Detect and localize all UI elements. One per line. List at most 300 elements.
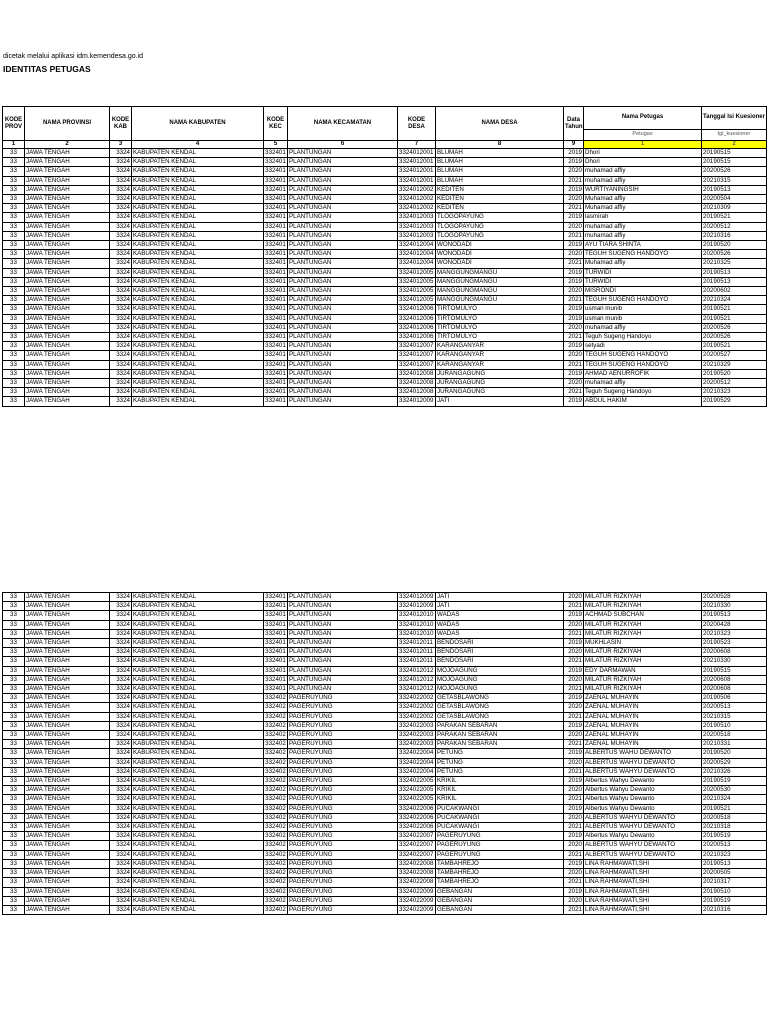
table-row <box>3 749 767 758</box>
table-cell: JAWA TENGAH <box>25 896 110 905</box>
table-cell: KABUPATEN KENDAL <box>132 360 264 369</box>
table-row <box>3 813 767 822</box>
column-number: 1 <box>3 141 25 149</box>
table-cell: KABUPATEN KENDAL <box>132 620 264 629</box>
table-cell: 3324022009 <box>398 896 436 905</box>
table-cell: 3324012002 <box>398 204 436 213</box>
table-cell: 33 <box>3 648 25 657</box>
table-cell: 2020 <box>564 813 584 822</box>
table-cell: BLUMAH <box>436 158 564 167</box>
table-cell: 3324 <box>110 905 132 914</box>
table-cell: 33 <box>3 629 25 638</box>
table-row <box>3 195 767 204</box>
table-cell: 3324012009 <box>398 602 436 611</box>
table-cell: 3324 <box>110 149 132 158</box>
table-cell: 3324012010 <box>398 611 436 620</box>
table-cell: JATI <box>436 397 564 406</box>
table-row <box>3 176 767 185</box>
table-cell: JAWA TENGAH <box>25 222 110 231</box>
table-cell: PLANTUNGAN <box>288 296 398 305</box>
table-cell: KABUPATEN KENDAL <box>132 767 264 776</box>
table-cell: 20190515 <box>702 666 767 675</box>
table-cell: PLANTUNGAN <box>288 685 398 694</box>
table-cell: PARAKAN SEBARAN <box>436 731 564 740</box>
table-cell: BLUMAH <box>436 149 564 158</box>
table-row <box>3 379 767 388</box>
table-cell: JAWA TENGAH <box>25 813 110 822</box>
table-cell: 3324022002 <box>398 703 436 712</box>
table-row <box>3 611 767 620</box>
table-cell: 33 <box>3 685 25 694</box>
table-cell: KRIKIL <box>436 786 564 795</box>
table-cell: PLANTUNGAN <box>288 241 398 250</box>
table-cell: MISRONDI <box>584 287 702 296</box>
table-cell: JAWA TENGAH <box>25 602 110 611</box>
table-cell: 3324 <box>110 611 132 620</box>
table-cell: 3324022002 <box>398 712 436 721</box>
column-number: 7 <box>398 141 436 149</box>
table-cell: 3324 <box>110 850 132 859</box>
table-cell: PLANTUNGAN <box>288 167 398 176</box>
table-row <box>3 712 767 721</box>
table-cell: KARANGANYAR <box>436 342 564 351</box>
table-cell: KABUPATEN KENDAL <box>132 841 264 850</box>
table-cell: 20200608 <box>702 685 767 694</box>
table-cell: 2020 <box>564 250 584 259</box>
table-cell: 2021 <box>564 712 584 721</box>
table-cell: 33 <box>3 287 25 296</box>
table-cell: 3324012005 <box>398 287 436 296</box>
table-cell: 33 <box>3 314 25 323</box>
table-cell: 2020 <box>564 703 584 712</box>
table-cell: PAGERUYUNG <box>288 721 398 730</box>
table-cell: JAWA TENGAH <box>25 620 110 629</box>
table-cell: ALBERTUS WAHYU DEWANTO <box>584 758 702 767</box>
table-cell: JAWA TENGAH <box>25 351 110 360</box>
table-cell: 20200529 <box>702 758 767 767</box>
table-cell: 2019 <box>564 158 584 167</box>
table-cell: 2020 <box>564 620 584 629</box>
table-cell: 33 <box>3 231 25 240</box>
table-row <box>3 823 767 832</box>
table-cell: 3324012004 <box>398 250 436 259</box>
table-cell: JATI <box>436 602 564 611</box>
table-cell: 332401 <box>265 241 286 249</box>
table-cell: KEDITEN <box>436 185 564 194</box>
table-cell: 20210316 <box>702 231 767 240</box>
table-cell: 3324 <box>110 213 132 222</box>
table-cell: 3324012011 <box>398 639 436 648</box>
table-cell: 20190513 <box>702 185 767 194</box>
table-cell: 3324 <box>110 749 132 758</box>
table-cell: 33 <box>3 749 25 758</box>
table-cell: 20200602 <box>702 287 767 296</box>
table-cell: JAWA TENGAH <box>25 804 110 813</box>
table-cell: LINA RAHMAWATI,SHI <box>584 859 702 868</box>
table-cell: 3324012012 <box>398 675 436 684</box>
table-cell: 20210315 <box>702 712 767 721</box>
table-cell: 3324012001 <box>398 149 436 158</box>
table-cell: 3324012012 <box>398 666 436 675</box>
table-cell: WONODADI <box>436 241 564 250</box>
table-cell: PLANTUNGAN <box>288 379 398 388</box>
table-cell: JAWA TENGAH <box>25 167 110 176</box>
table-cell: JAWA TENGAH <box>25 666 110 675</box>
table-cell: 3324022004 <box>398 767 436 776</box>
table-cell: 3324 <box>110 804 132 813</box>
table-cell: BENDOSARI <box>436 648 564 657</box>
table-cell: TURWIDI <box>584 268 702 277</box>
table-cell: 33 <box>3 268 25 277</box>
table-cell: PLANTUNGAN <box>288 176 398 185</box>
table-cell: 2020 <box>564 758 584 767</box>
table-row <box>3 296 767 305</box>
table-row <box>3 360 767 369</box>
table-cell: 3324 <box>110 323 132 332</box>
table-cell: muhamad affiy <box>584 222 702 231</box>
table-cell: KABUPATEN KENDAL <box>132 222 264 231</box>
table-cell: 3324 <box>110 731 132 740</box>
table-cell: 20210315 <box>702 176 767 185</box>
table-cell: PLANTUNGAN <box>288 213 398 222</box>
table-cell: 3324012004 <box>398 241 436 250</box>
table-cell: 20210325 <box>702 259 767 268</box>
table-row <box>3 905 767 914</box>
table-cell: JAWA TENGAH <box>25 629 110 638</box>
table-cell: JAWA TENGAH <box>25 296 110 305</box>
table-cell: 2021 <box>564 657 584 666</box>
table-cell: PAGERUYUNG <box>288 878 398 887</box>
table-cell: JAWA TENGAH <box>25 250 110 259</box>
table-cell: 3324 <box>110 896 132 905</box>
table-cell: 3324022003 <box>398 721 436 730</box>
table-row <box>3 629 767 638</box>
table-cell: 33 <box>3 767 25 776</box>
table-cell: PAGERUYUNG <box>288 804 398 813</box>
table-cell: 332402 <box>265 795 286 803</box>
table-cell: 2019 <box>564 305 584 314</box>
table-cell: PAGERUYUNG <box>288 859 398 868</box>
table-cell: Teguh Sugeng Handoyo <box>584 388 702 397</box>
table-cell: KABUPATEN KENDAL <box>132 342 264 351</box>
table-cell: JAWA TENGAH <box>25 213 110 222</box>
table-cell: 20210324 <box>702 795 767 804</box>
table-cell: PLANTUNGAN <box>288 158 398 167</box>
table-cell: 20190519 <box>702 777 767 786</box>
table-cell: WADAS <box>436 611 564 620</box>
table-cell: 20200513 <box>702 841 767 850</box>
table-cell: 20210316 <box>702 905 767 914</box>
table-row <box>3 859 767 868</box>
table-cell: 332401 <box>265 602 286 610</box>
table-cell: 2019 <box>564 277 584 286</box>
table-cell: 3324022004 <box>398 749 436 758</box>
table-cell: 332402 <box>265 823 286 831</box>
table-cell: PUCAKWANGI <box>436 813 564 822</box>
table-cell: 332401 <box>265 685 286 693</box>
table-row <box>3 795 767 804</box>
table-cell: KABUPATEN KENDAL <box>132 777 264 786</box>
table-cell: KABUPATEN KENDAL <box>132 740 264 749</box>
table-cell: ABDUL HAKIM <box>584 397 702 406</box>
table-cell: 3324022007 <box>398 850 436 859</box>
table-cell: 2019 <box>564 213 584 222</box>
table-cell: 3324022005 <box>398 795 436 804</box>
table-cell: Muhamad affiy <box>584 204 702 213</box>
table-cell: JAWA TENGAH <box>25 287 110 296</box>
table-cell: 20200505 <box>702 869 767 878</box>
table-row <box>3 758 767 767</box>
table-cell: KABUPATEN KENDAL <box>132 305 264 314</box>
table-cell: 33 <box>3 602 25 611</box>
table-cell: JAWA TENGAH <box>25 905 110 914</box>
table-cell: Albertus Wahyu Dewanto <box>584 777 702 786</box>
table-cell: 3324022008 <box>398 878 436 887</box>
table-cell: TIRTOMULYO <box>436 333 564 342</box>
table-cell: PLANTUNGAN <box>288 611 398 620</box>
table-cell: 3324012010 <box>398 620 436 629</box>
table-cell: ZAENAL MUHAYIN <box>584 731 702 740</box>
table-cell: KRIKIL <box>436 777 564 786</box>
table-cell: 332402 <box>265 850 286 858</box>
table-cell: 33 <box>3 712 25 721</box>
table-cell: 3324 <box>110 758 132 767</box>
table-row <box>3 887 767 896</box>
table-cell: 3324 <box>110 250 132 259</box>
table-cell: lasmirah <box>584 213 702 222</box>
table-cell: KABUPATEN KENDAL <box>132 694 264 703</box>
table-cell: 2020 <box>564 786 584 795</box>
table-cell: 332401 <box>265 639 286 647</box>
table-cell: KABUPATEN KENDAL <box>132 593 264 602</box>
table-cell: PAGERUYUNG <box>288 767 398 776</box>
table-cell: 2019 <box>564 832 584 841</box>
table-cell: 2019 <box>564 241 584 250</box>
table-cell: 20200518 <box>702 731 767 740</box>
table-cell: muhamad affiy <box>584 167 702 176</box>
table-row <box>3 342 767 351</box>
table-cell: MILATUR RIZKIYAH <box>584 602 702 611</box>
table-cell: 3324 <box>110 333 132 342</box>
table-cell: JAWA TENGAH <box>25 832 110 841</box>
table-cell: KABUPATEN KENDAL <box>132 703 264 712</box>
table-cell: TIRTOMULYO <box>436 305 564 314</box>
table-cell: 2021 <box>564 360 584 369</box>
table-cell: KABUPATEN KENDAL <box>132 213 264 222</box>
table-cell: 33 <box>3 222 25 231</box>
table-cell: PUCAKWANGI <box>436 823 564 832</box>
table-cell: 20190510 <box>702 721 767 730</box>
table-cell: 2020 <box>564 731 584 740</box>
table-cell: 20210330 <box>702 602 767 611</box>
table-row <box>3 369 767 378</box>
table-cell: 332401 <box>265 305 286 313</box>
table-cell: 332401 <box>265 204 286 212</box>
table-cell: TEGUH SUGENG HANDOYO <box>584 351 702 360</box>
table-cell: 3324022005 <box>398 777 436 786</box>
table-cell: 332401 <box>265 149 286 156</box>
table-cell: JAWA TENGAH <box>25 795 110 804</box>
table-cell: KABUPATEN KENDAL <box>132 250 264 259</box>
table-cell: 33 <box>3 250 25 259</box>
table-cell: 2021 <box>564 333 584 342</box>
table-cell: KABUPATEN KENDAL <box>132 731 264 740</box>
table-cell: PAGERUYUNG <box>288 850 398 859</box>
table-cell: KABUPATEN KENDAL <box>132 204 264 213</box>
table-cell: TAMBAHREJO <box>436 869 564 878</box>
table-row <box>3 685 767 694</box>
table-cell: Teguh Sugeng Handoyo <box>584 333 702 342</box>
column-number: 3 <box>110 141 132 149</box>
table-cell: 2019 <box>564 887 584 896</box>
table-cell: 3324 <box>110 287 132 296</box>
table-cell: KABUPATEN KENDAL <box>132 758 264 767</box>
table-cell: JAWA TENGAH <box>25 749 110 758</box>
table-cell: LINA RAHMAWATI,SHI <box>584 905 702 914</box>
table-cell: 33 <box>3 379 25 388</box>
table-cell: JATI <box>436 593 564 602</box>
table-cell: 3324 <box>110 158 132 167</box>
table-cell: 2021 <box>564 740 584 749</box>
table-cell: WADAS <box>436 629 564 638</box>
table-cell: ALBERTUS WAHYU DEWANTO <box>584 767 702 776</box>
table-row <box>3 268 767 277</box>
table-cell: KABUPATEN KENDAL <box>132 296 264 305</box>
table-cell: PLANTUNGAN <box>288 333 398 342</box>
table-cell: 3324012007 <box>398 360 436 369</box>
table-cell: 33 <box>3 360 25 369</box>
table-cell: 20190519 <box>702 896 767 905</box>
table-cell: 3324012012 <box>398 685 436 694</box>
print-caption: dicetak melalui aplikasi idm.kemendesa.go.id <box>3 53 144 60</box>
table-cell: 20200428 <box>702 620 767 629</box>
header-kode-kab: KODE KAB <box>110 107 132 141</box>
table-cell: 33 <box>3 323 25 332</box>
table-cell: TLOGOPAYUNG <box>436 213 564 222</box>
table-cell: 332401 <box>265 250 286 258</box>
table-cell: 20210330 <box>702 657 767 666</box>
table-cell: JAWA TENGAH <box>25 878 110 887</box>
table-cell: TLOGOPAYUNG <box>436 222 564 231</box>
table-cell: 33 <box>3 905 25 914</box>
table-cell: KEDITEN <box>436 204 564 213</box>
table-cell: JAWA TENGAH <box>25 397 110 406</box>
table-cell: 3324 <box>110 740 132 749</box>
table-cell: JAWA TENGAH <box>25 740 110 749</box>
table-cell: 33 <box>3 841 25 850</box>
table-cell: Muhamad affiy <box>584 195 702 204</box>
table-cell: 33 <box>3 213 25 222</box>
table-cell: KABUPATEN KENDAL <box>132 629 264 638</box>
table-row <box>3 204 767 213</box>
table-cell: JAWA TENGAH <box>25 204 110 213</box>
table-cell: ZAENAL MUHAYIN <box>584 740 702 749</box>
table-cell: KABUPATEN KENDAL <box>132 887 264 896</box>
table-cell: 3324 <box>110 657 132 666</box>
table-cell: 3324022007 <box>398 841 436 850</box>
table-cell: 3324 <box>110 342 132 351</box>
table-row <box>3 694 767 703</box>
table-cell: 3324 <box>110 388 132 397</box>
table-cell: 3324 <box>110 639 132 648</box>
table-cell: GETASBLAWONG <box>436 712 564 721</box>
table-cell: LINA RAHMAWATI,SHI <box>584 869 702 878</box>
table-cell: 3324022006 <box>398 813 436 822</box>
table-cell: TAMBAHREJO <box>436 859 564 868</box>
table-cell: KARANGANYAR <box>436 360 564 369</box>
table-cell: 33 <box>3 620 25 629</box>
table-row <box>3 149 767 158</box>
table-cell: JAWA TENGAH <box>25 786 110 795</box>
table-cell: KRIKIL <box>436 795 564 804</box>
table-cell: JAWA TENGAH <box>25 777 110 786</box>
table-cell: JAWA TENGAH <box>25 241 110 250</box>
table-row <box>3 620 767 629</box>
table-cell: 3324012002 <box>398 185 436 194</box>
table-cell: 20210324 <box>702 296 767 305</box>
table-cell: 3324012006 <box>398 333 436 342</box>
table-cell: PAGERUYUNG <box>436 850 564 859</box>
table-cell: 33 <box>3 176 25 185</box>
table-row <box>3 675 767 684</box>
table-cell: 20190521 <box>702 342 767 351</box>
table-cell: 33 <box>3 813 25 822</box>
header-kode-kec: KODE KEC <box>264 107 288 141</box>
table-cell: 332401 <box>265 333 286 341</box>
table-cell: KABUPATEN KENDAL <box>132 712 264 721</box>
table-row <box>3 351 767 360</box>
table-cell: KABUPATEN KENDAL <box>132 639 264 648</box>
table-cell: 20210331 <box>702 740 767 749</box>
table-cell: MILATUR RIZKIYAH <box>584 629 702 638</box>
table-cell: LINA RAHMAWATI,SHI <box>584 896 702 905</box>
table-cell: 2019 <box>564 749 584 758</box>
table-cell: BLUMAH <box>436 176 564 185</box>
table-cell: 3324 <box>110 222 132 231</box>
table-cell: 3324 <box>110 832 132 841</box>
petugas-table-2 <box>2 592 767 915</box>
header-kode-desa: KODE DESA <box>398 107 436 141</box>
header-nama-provinsi: NAMA PROVINSI <box>25 107 110 141</box>
table-cell: KABUPATEN KENDAL <box>132 823 264 832</box>
table-cell: TIRTOMULYO <box>436 314 564 323</box>
table-cell: KABUPATEN KENDAL <box>132 333 264 342</box>
table-cell: PARAKAN SEBARAN <box>436 740 564 749</box>
header-nama-kecamatan: NAMA KECAMATAN <box>288 107 398 141</box>
column-number: 6 <box>288 141 398 149</box>
table-cell: 2020 <box>564 195 584 204</box>
table-cell: 332402 <box>265 887 286 895</box>
table-cell: 3324 <box>110 195 132 204</box>
table-cell: PAGERUYUNG <box>288 758 398 767</box>
table-cell: 3324 <box>110 887 132 896</box>
table-cell: ACHMAD SUBCHAN <box>584 611 702 620</box>
table-cell: PAGERUYUNG <box>288 896 398 905</box>
table-cell: 33 <box>3 887 25 896</box>
subheader-tanggal: tgl_kuesioner <box>702 129 767 140</box>
table-cell: KABUPATEN KENDAL <box>132 602 264 611</box>
table-cell: ZAENAL MUHAYIN <box>584 703 702 712</box>
table-cell: TAMBAHREJO <box>436 878 564 887</box>
table-cell: 20190520 <box>702 369 767 378</box>
table-cell: 33 <box>3 721 25 730</box>
table-cell: 33 <box>3 388 25 397</box>
table-cell: 33 <box>3 397 25 406</box>
table-cell: 3324 <box>110 379 132 388</box>
table-cell: PLANTUNGAN <box>288 277 398 286</box>
table-cell: 332401 <box>265 675 286 683</box>
table-cell: PAGERUYUNG <box>288 712 398 721</box>
